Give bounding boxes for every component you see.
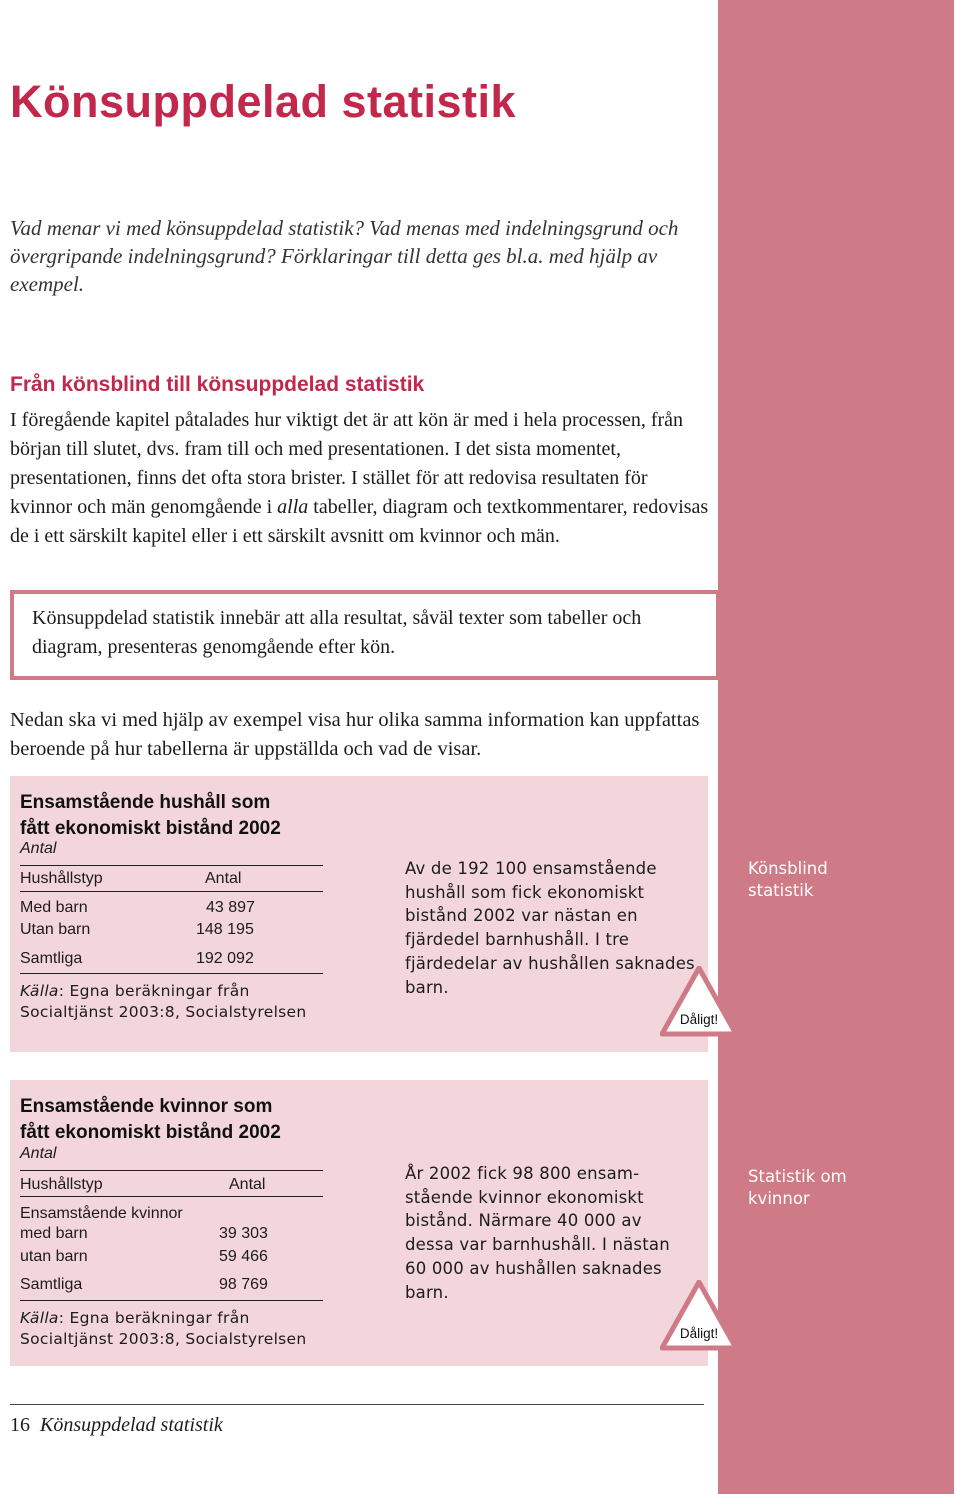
lead-paragraph: Nedan ska vi med hjälp av exempel visa hur olika samma information kan uppfattas beroende på hur tabellerna är uppställda och vad de visar. [10,709,700,760]
intro-text: Vad menar vi med könsuppdelad statistik? Vad menas med indelningsgrund och övergripande indelningsgrund? Förklaringar till detta ges bl.a. med hjälp av exempel. [10,216,679,296]
source-text-line2: Socialtjänst 2003:8, Socialstyrelsen [20,1003,307,1021]
footer-rule [10,1404,704,1405]
row-value: 59 466 [219,1248,268,1265]
table-rule [20,1170,323,1171]
table-rule [20,865,323,866]
body-paragraph [10,406,710,551]
source-note-2 [20,1308,307,1350]
page-title: Könsuppdelad statistik [10,76,517,127]
table-title-1-line1: Ensamstående hushåll som [20,792,271,813]
side-label-1-line1: Könsblind [748,859,828,878]
page-number: 16 [10,1414,30,1436]
body-text-emphasis: alla [277,496,309,518]
row-group-label: Ensamstående kvinnor [20,1205,183,1222]
highlight-text: Könsuppdelad statistik innebär att alla resultat, såväl texter som tabeller och diagram, presenteras genomgående efter kön. [32,607,642,658]
column-header-count: Antal [229,1176,266,1193]
total-value: 192 092 [196,950,254,967]
side-label-2-line2: kvinnor [748,1189,810,1208]
row-value: 43 897 [206,899,255,916]
table-rule [20,973,323,974]
source-label: Källa [20,1309,59,1327]
table-title-2-line2: fått ekonomiskt bistånd 2002 [20,1122,281,1143]
row-value: 39 303 [219,1225,268,1242]
total-label: Samtliga [20,950,83,967]
example-panel-1 [10,776,719,1052]
source-text-line1: : Egna beräkningar från [58,982,250,1000]
source-note-1 [20,981,307,1023]
side-label-2-line1: Statistik om [748,1167,847,1186]
source-label: Källa [20,982,59,1000]
warning-label: Dåligt! [679,1012,719,1027]
comment-text-2: År 2002 fick 98 800 ensam-stående kvinnor ekonomiskt bistånd. Närmare 40 000 av dessa var barnhushåll. I nästan 60 000 av hushållen saknades barn. [405,1164,670,1302]
total-value: 98 769 [219,1276,268,1293]
row-label: Utan barn [20,921,91,938]
table-rule [20,1196,323,1197]
table-title-2 [20,1094,281,1146]
source-text-line2: Socialtjänst 2003:8, Socialstyrelsen [20,1330,307,1348]
side-label-1 [748,858,828,902]
footer-label: Könsuppdelad statistik [40,1414,223,1436]
sidebar-band [718,0,954,1494]
side-label-2 [748,1166,847,1210]
table-unit-2: Antal [20,1145,57,1162]
row-label: utan barn [20,1248,88,1265]
comment-text-1: Av de 192 100 ensamstående hushåll som fick ekonomiskt bistånd 2002 var nästan en fjärdedel barnhushåll. I tre fjärdedelar av hushållen saknades barn. [405,859,695,997]
body-text-part2: tabeller, diagram och textkommentarer, redovisas de i ett särskilt kapitel eller i ett särskilt avsnitt om kvinnor och män. [10,496,709,547]
row-value: 148 195 [196,921,254,938]
source-text-line1: : Egna beräkningar från [58,1309,250,1327]
warning-sign-1 [660,966,738,1038]
table-title-1-line2: fått ekonomiskt bistånd 2002 [20,818,281,839]
row-label: med barn [20,1225,88,1242]
warning-sign-2 [660,1280,738,1352]
page-footer [10,1414,223,1437]
warning-triangle-icon [660,966,738,1038]
warning-label: Dåligt! [679,1326,719,1341]
column-header-count: Antal [205,870,242,887]
highlight-box [10,590,720,680]
row-label: Med barn [20,899,88,916]
column-header-type: Hushållstyp [20,870,103,887]
warning-triangle-icon [660,1280,738,1352]
table-title-1 [20,790,281,842]
table-rule [20,891,323,892]
example-panel-2 [10,1080,719,1366]
body-text-part1: I föregående kapitel påtalades hur viktigt det är att kön är med i hela processen, från början till slutet, dvs. fram till och med presentationen. I det sista momentet, presentationen, finns det ofta stora brister. I stället för att redovisa resultaten för kvinnor och män genomgående i [10,409,684,518]
table-title-2-line1: Ensamstående kvinnor som [20,1096,273,1117]
table-unit-1: Antal [20,840,57,857]
table-rule [20,1300,323,1301]
total-label: Samtliga [20,1276,83,1293]
column-header-type: Hushållstyp [20,1176,103,1193]
section-heading: Från könsblind till könsuppdelad statistik [10,373,425,396]
side-label-1-line2: statistik [748,881,814,900]
